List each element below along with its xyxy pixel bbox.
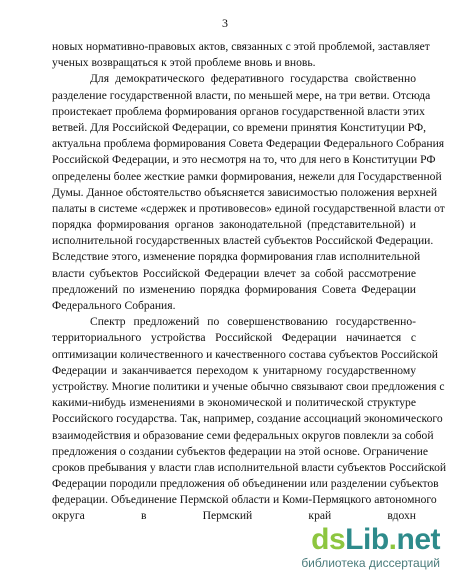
text-line: палаты в системе «сдержек и противовесов» единой государственной власти от	[52, 201, 445, 215]
watermark-logo-lib: Lib	[345, 523, 389, 556]
text-line: какими-нибудь изменениями в экономической и политической структуре	[52, 396, 416, 410]
text-line: федерации. Объединение Пермской области и Коми-Пермяцкого автономного	[52, 493, 437, 507]
text-line: определены более жесткие рамки формирования, нежели для Государственной	[52, 169, 442, 183]
text-line: актуальна проблема формирования Совета Федерации Федерального Собрания	[52, 137, 445, 151]
text-line: Федерации породили предложения об объединении или разделении субъектов	[52, 477, 439, 491]
text-line: Для демократического федеративного государства свойственно	[90, 72, 416, 86]
text-line: Федерального Собрания.	[52, 299, 176, 312]
text-line: Российской Федерации, и это несмотря на то, что для него в Конституции РФ	[52, 153, 436, 167]
text-line: власти субъектов Российской Федерации влечет за собой рассмотрение	[52, 266, 416, 280]
text-line: ученых возвращаться к этой проблеме вновь и вновь.	[52, 56, 316, 70]
text-line: порядка формирования органов законодательной (представительной) и	[52, 218, 416, 232]
watermark-logo-dot: .	[388, 523, 397, 556]
watermark-logo-ds: ds	[311, 523, 346, 556]
watermark-subtitle: библиотека диссертаций	[301, 556, 440, 570]
watermark-logo-net: net	[396, 523, 440, 556]
text-line: территориального устройства Российской Федерации начинается с	[52, 331, 416, 345]
text-line: новых нормативно-правовых актов, связанных с этой проблемой, заставляет	[52, 40, 430, 53]
text-line: предложения о создании субъектов федерации на этой основе. Ограничение	[52, 444, 428, 458]
text-line: устройству. Многие политики и ученые обычно связывают свои предложения с	[52, 379, 445, 393]
text-line: взаимодействия и образование семи федеральных округов повлекли за собой	[52, 428, 434, 442]
text-line: предложений по изменению порядка формирования Совета Федерации	[52, 282, 416, 296]
watermark-logo	[280, 524, 440, 556]
text-line: сроков пребывания у власти глав исполнительной власти субъектов Российской	[52, 460, 447, 474]
text-line: Федерации и заканчивается переходом к унитарному государственному	[52, 363, 416, 377]
text-line: Думы. Данное обстоятельство объясняется зависимостью положения верхней	[52, 185, 438, 199]
text-line: проистекает проблема формирования органов государственной власти этих	[52, 104, 425, 118]
text-line: Российского государства. Так, например, создание ассоциаций экономического	[52, 412, 443, 426]
text-line: Спектр предложений по совершенствованию государственно-	[90, 315, 416, 329]
page-number: 3	[222, 16, 228, 30]
text-line: разделение государственной власти, по меньшей мере, на три ветви. Отсюда	[52, 88, 431, 102]
text-line: округа в Пермский край вдохн	[52, 509, 416, 523]
text-line: оптимизации количественного и качественного состава субъектов Российской	[52, 347, 438, 361]
document-body	[52, 39, 447, 525]
dslib-watermark	[280, 524, 440, 576]
text-line: Вследствие этого, изменение порядка формирования глав исполнительной	[52, 250, 421, 264]
text-line: ветвей. Для Российской Федерации, со времени принятия Конституции РФ,	[52, 120, 427, 134]
text-line: исполнительной государственных властей субъектов Российской Федерации.	[52, 234, 434, 248]
